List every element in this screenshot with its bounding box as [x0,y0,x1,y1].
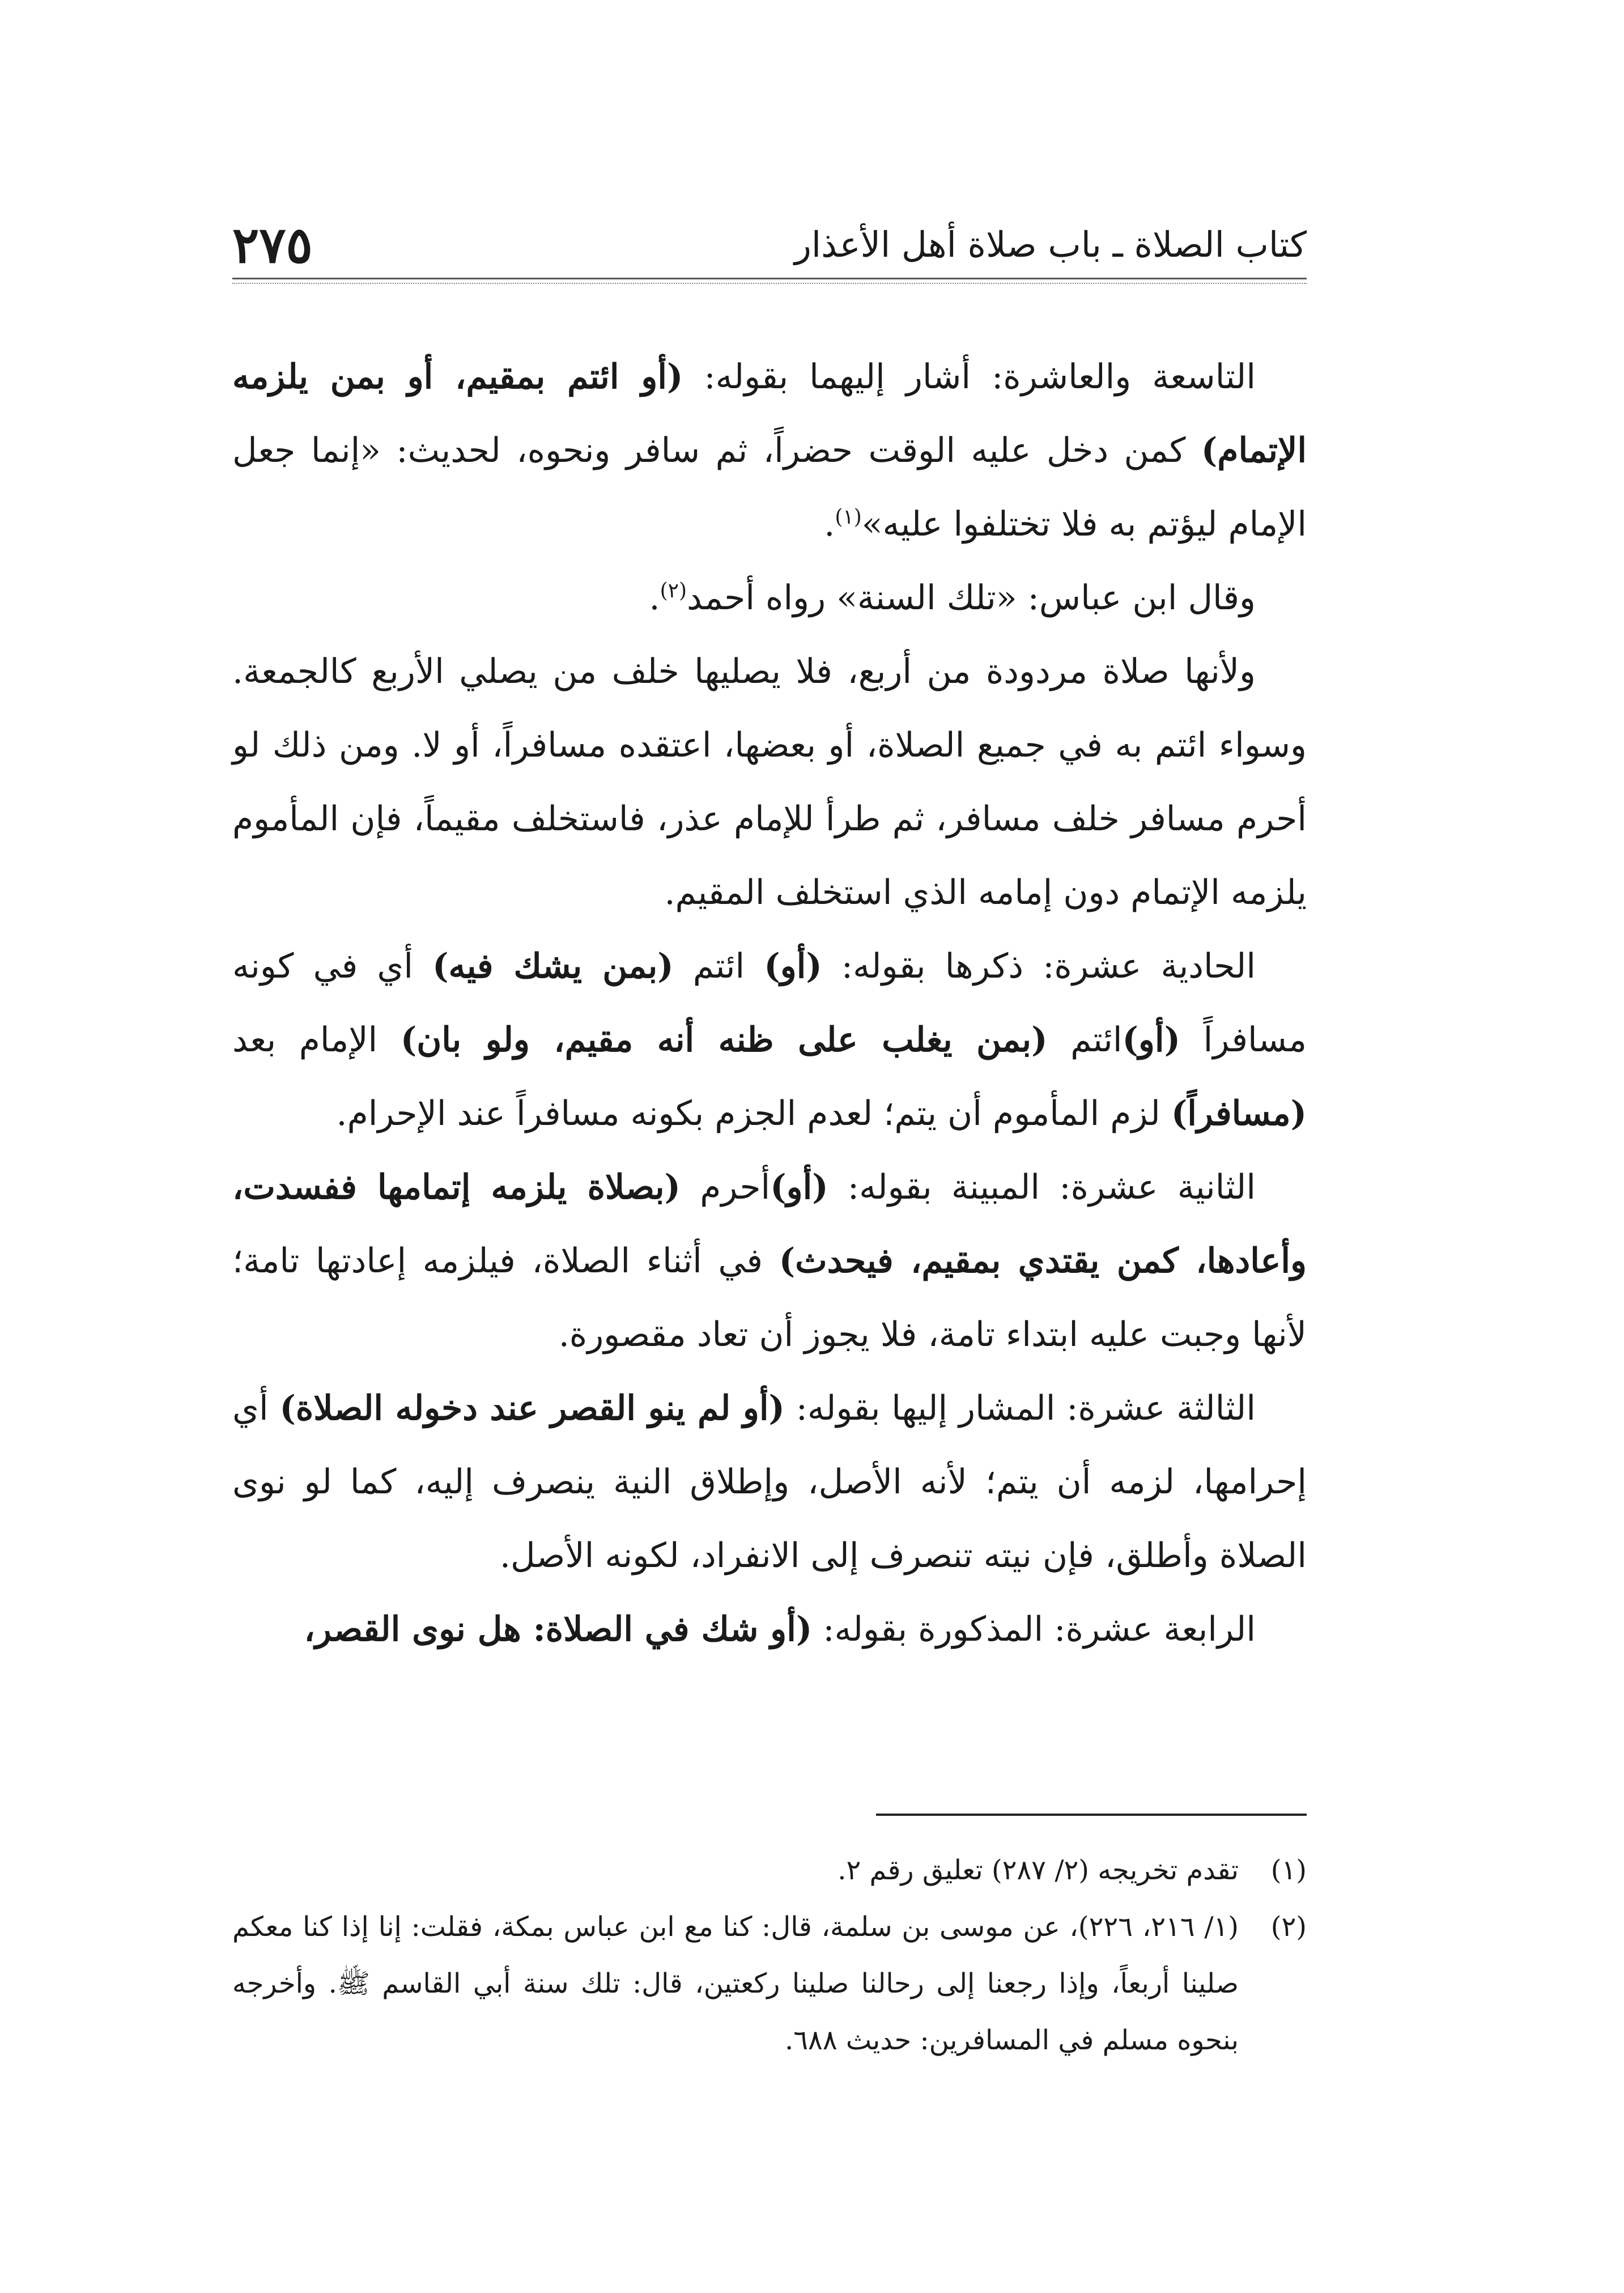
footnote-2 [232,1899,1307,2069]
matn-quote: (أو ائتم بمقيم، أو بمن يلزمه الإتمام) [232,357,1307,470]
footnote-mark: (٢) [1270,1911,1307,1943]
paragraph-13: الثالثة عشرة: المشار إليها بقوله: (أو لم ينو القصر عند دخوله الصلاة) أي إحرامها، لزمه أن يتم؛ لأنه الأصل، وإطلاق النية ينصرف إليه، كما لو نوى الصلاة وأطلق، فإن نيته تنصرف إلى الانفراد، لكونه الأصل. [232,1388,1307,1576]
footnote-1 [232,1842,1307,1899]
footnotes [232,1842,1307,2069]
running-title: كتاب الصلاة ـ باب صلاة أهل الأعذار [794,224,1307,265]
header-divider [232,278,1307,284]
paragraph-9-10: التاسعة والعاشرة: أشار إليهما بقوله: (أو ائتم بمقيم، أو بمن يلزمه الإتمام) كمن دخل عليه الوقت حضراً، ثم سافر ونحوه، لحديث: «إنما جعل الإمام ليؤتم به فلا تختلفوا عليه»$^{(١)}$. [232,357,1307,544]
paragraph-11: الحادية عشرة: ذكرها بقوله: (أو) ائتم (بمن يشك فيه) أي في كونه مسافراً (أو)ائتم (بمن يغلب على ظنه أنه مقيم، ولو بان) الإمام بعد (مسافراً) لزم المأموم أن يتم؛ لعدم الجزم بكونه مسافراً عند الإحرام. [232,946,1307,1133]
paragraph-ibn-abbas: وقال ابن عباس: «تلك السنة» رواه أحمد$^{(٢)}$. [649,578,1256,618]
footnote-ref-2[interactable]: (٢) [660,579,687,602]
footnote-text: تقدم تخريجه (٢/ ٢٨٧) تعليق رقم ٢. [837,1854,1239,1886]
footnote-mark: (١) [1270,1854,1307,1886]
paragraph-12: الثانية عشرة: المبينة بقوله: (أو)أحرم (بصلاة يلزمه إتمامها ففسدت، وأعادها، كمن يقتدي بمقيم، فيحدث) في أثناء الصلاة، فيلزمه إعادتها تامة؛ لأنها وجبت عليه ابتداء تامة، فلا يجوز أن تعاد مقصورة. [232,1167,1307,1354]
footnote-divider [876,1814,1307,1816]
page-header [232,211,1307,279]
paragraph-reasoning: ولأنها صلاة مردودة من أربع، فلا يصليها خلف من يصلي الأربع كالجمعة. وسواء ائتم به في جميع الصلاة، أو بعضها، اعتقده مسافراً، أو لا. ومن ذلك لو أحرم مسافر خلف مسافر، ثم طرأ للإمام عذر، فاستخلف مقيماً، فإن المأموم يلزمه الإتمام دون إمامه الذي استخلف المقيم. [232,652,1307,912]
main-text [232,340,1307,1666]
page-number: ٢٧٥ [232,215,313,274]
footnote-text: (١/ ٢١٦، ٢٢٦)، عن موسى بن سلمة، قال: كنا مع ابن عباس بمكة، فقلت: إنا إذا كنا معكم صلينا أربعاً، وإذا رجعنا إلى رحالنا صلينا ركعتين، قال: تلك سنة أبي القاسم ﷺ. وأخرجه بنحوه مسلم في المسافرين: حديث ٦٨٨. [232,1911,1239,2056]
paragraph-14: الرابعة عشرة: المذكورة بقوله: (أو شك في الصلاة: هل نوى القصر، [304,1610,1256,1649]
footnote-ref-1[interactable]: (١) [835,506,862,529]
